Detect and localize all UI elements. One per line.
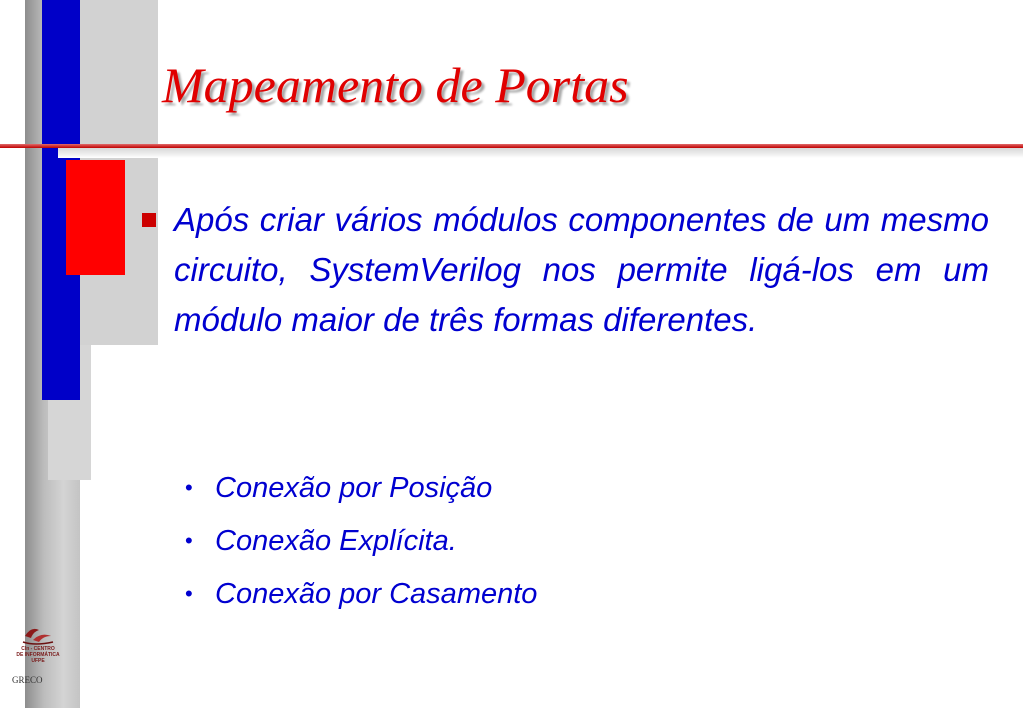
sub-bullet-list xyxy=(185,468,537,627)
list-item-text: Conexão por Casamento xyxy=(215,578,538,610)
logo-text-line1: CIn - CENTRO xyxy=(21,646,55,652)
slide-title: Mapeamento de Portas xyxy=(162,57,629,113)
bullet-dot-icon: • xyxy=(185,528,193,553)
title-rule-shadow xyxy=(58,148,1023,158)
bullet-dot-icon: • xyxy=(185,581,193,606)
greco-label: GRECO xyxy=(12,675,43,685)
main-paragraph: Após criar vários módulos componentes de um mesmo circuito, SystemVerilog nos permite ligá-los em um módulo maior de três formas diferentes. xyxy=(174,201,989,338)
list-item xyxy=(185,521,537,574)
list-item xyxy=(185,468,537,521)
square-bullet-icon xyxy=(142,213,156,227)
decor-red-block xyxy=(66,160,125,275)
title-rule xyxy=(0,144,1023,148)
logo-text-line2: DE INFORMÁTICA xyxy=(16,652,60,658)
list-item xyxy=(185,574,537,627)
list-item-text: Conexão Explícita. xyxy=(215,525,457,557)
list-item-text: Conexão por Posição xyxy=(215,472,493,504)
bullet-dot-icon: • xyxy=(185,475,193,500)
logo-text-line3: UFPE xyxy=(31,658,45,664)
cin-logo-icon xyxy=(21,622,55,646)
